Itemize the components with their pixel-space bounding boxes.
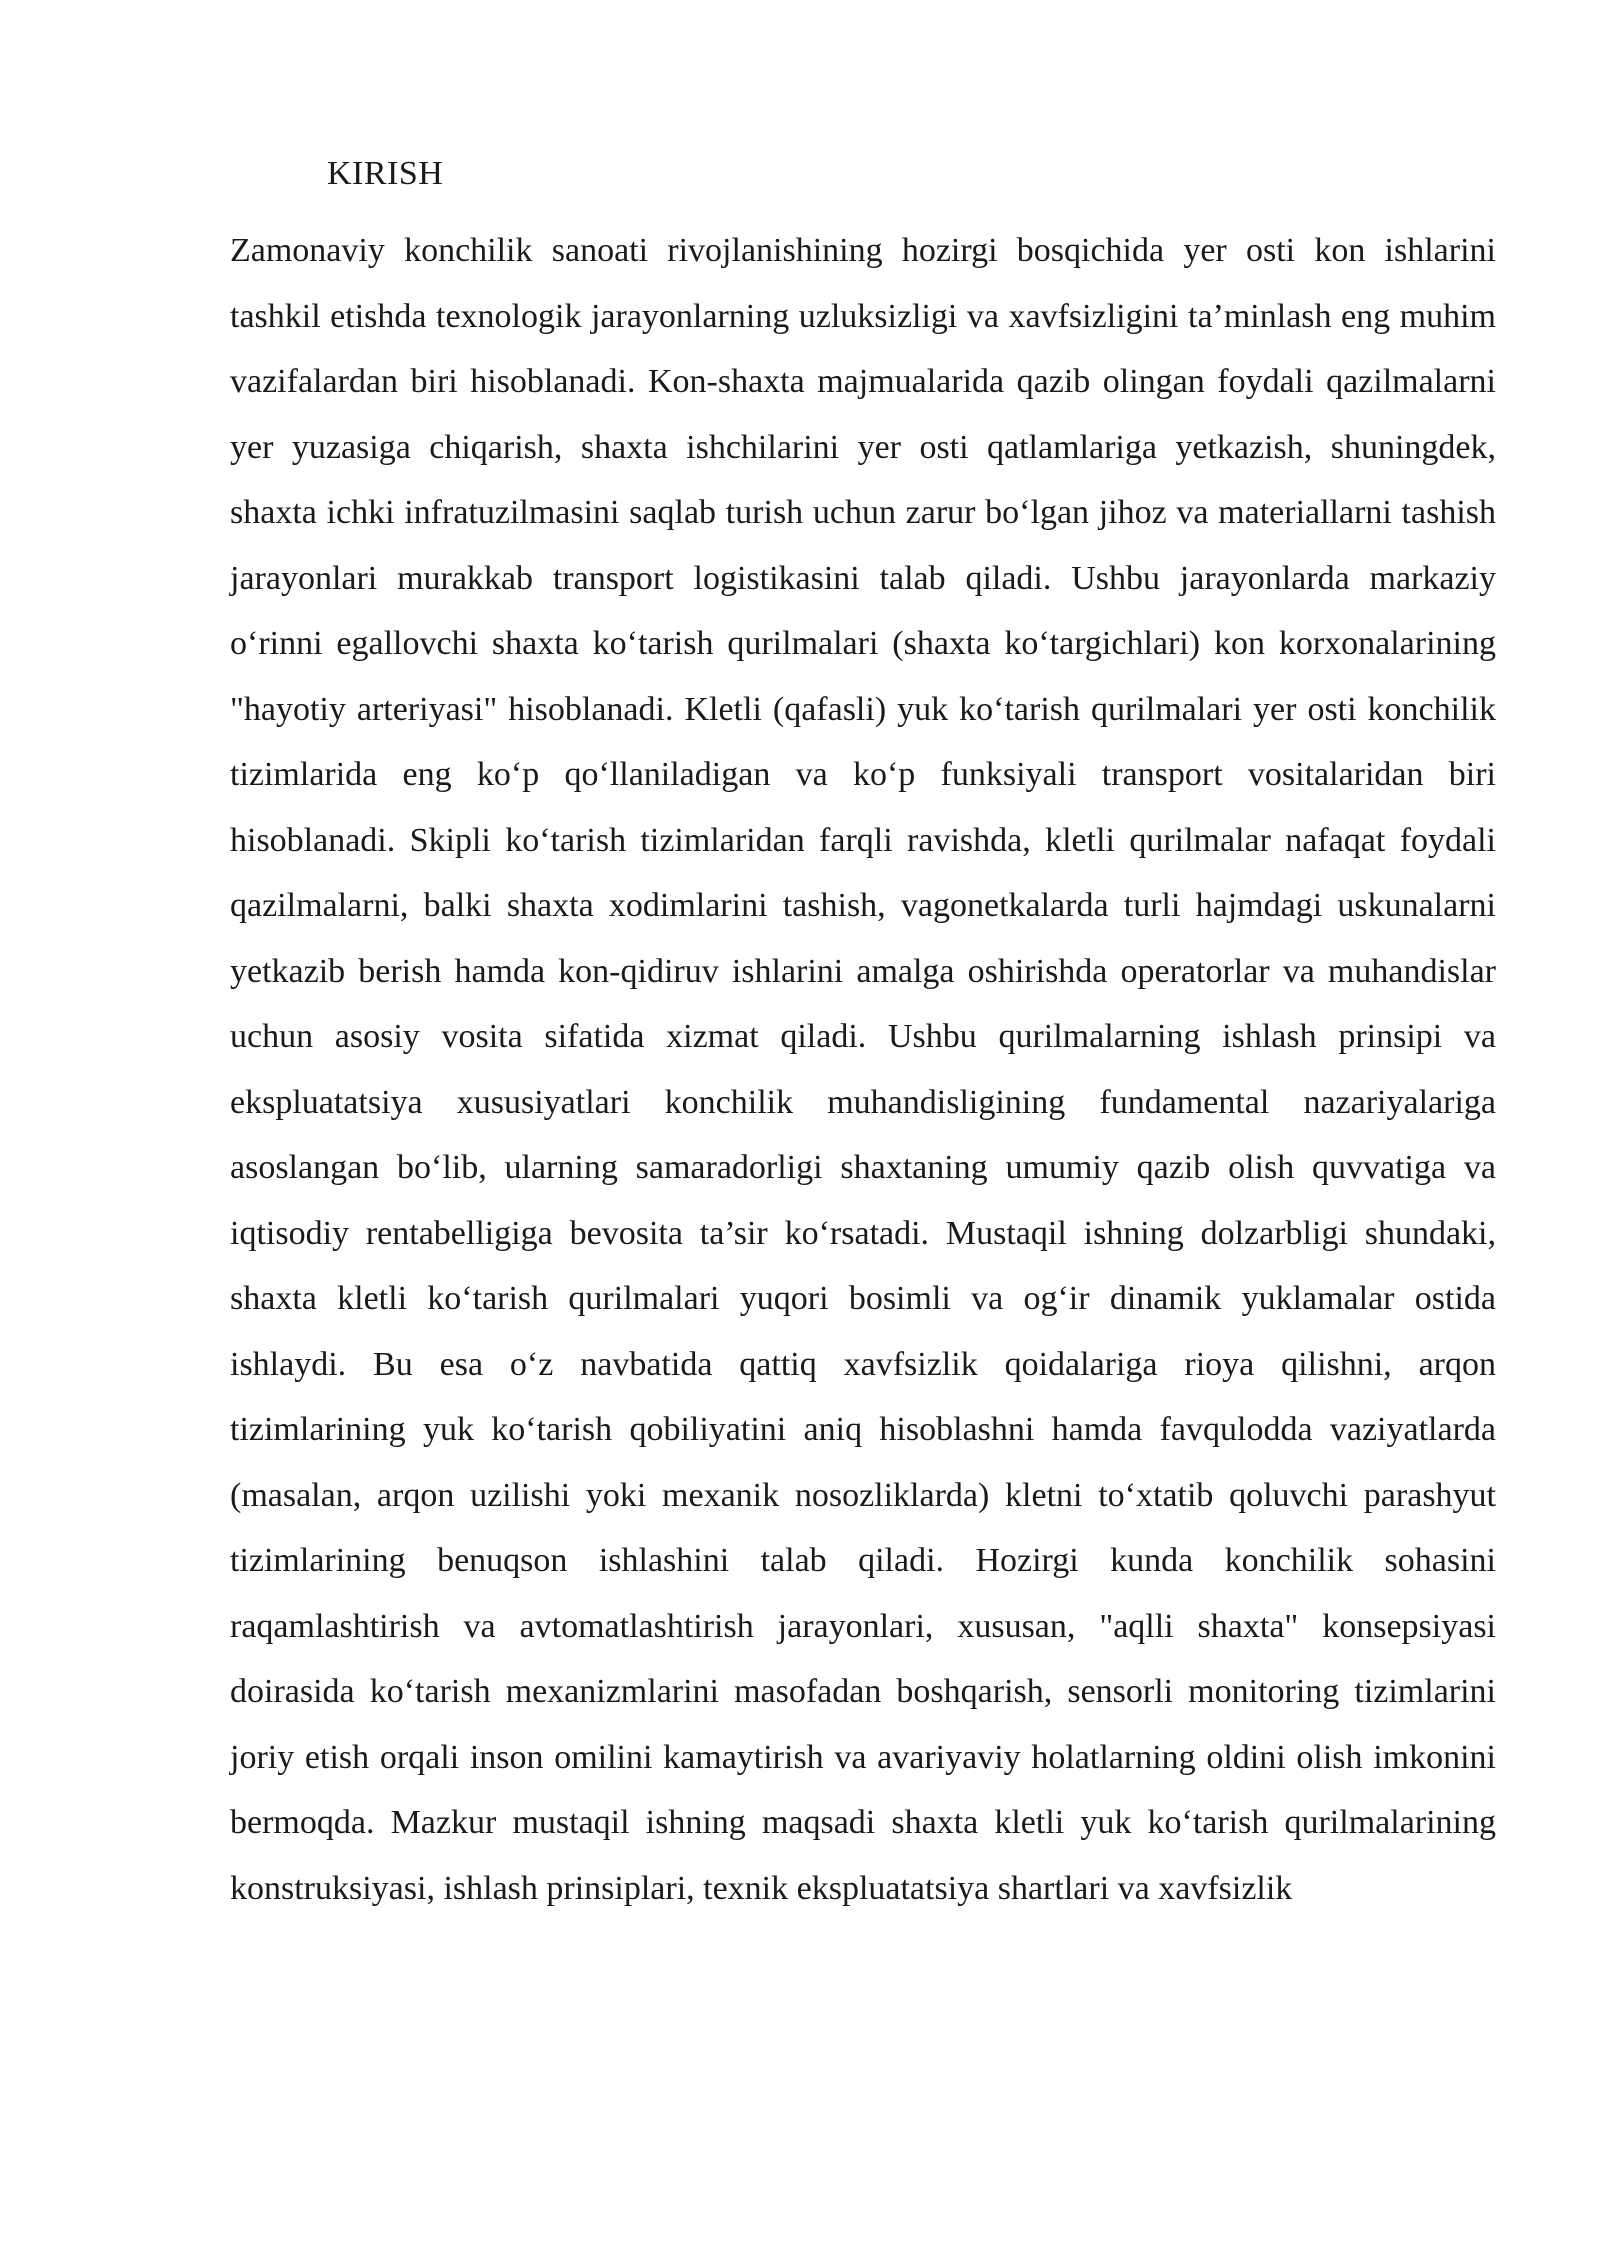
body-paragraph: Zamonaviy konchilik sanoati rivojlanishining hozirgi bosqichida yer osti kon ishlarini tashkil etishda texnologik jarayonlarning uzluksizligi va xavfsizligini ta’minlash eng muhim vazifalardan biri hisoblanadi. Kon-shaxta majmualarida qazib olingan foydali qazilmalarni yer yuzasiga chiqarish, shaxta ishchilarini yer osti qatlamlariga yetkazish, shuningdek, shaxta ichki infratuzilmasini saqlab turish uchun zarur bo‘lgan jihoz va materiallarni tashish jarayonlari murakkab transport logistikasini talab qiladi. Ushbu jarayonlarda markaziy o‘rinni egallovchi shaxta ko‘tarish qurilmalari (shaxta ko‘targichlari) kon korxonalarining "hayotiy arteriyasi" hisoblanadi. Kletli (qafasli) yuk ko‘tarish qurilmalari yer osti konchilik tizimlarida eng ko‘p qo‘llaniladigan va ko‘p funksiyali transport vositalaridan biri hisoblanadi. Skipli ko‘tarish tizimlaridan farqli ravishda, kletli qurilmalar nafaqat foydali qazilmalarni, balki shaxta xodimlarini tashish, vagonetkalarda turli hajmdagi uskunalarni yetkazib berish hamda kon-qidiruv ishlarini amalga oshirishda operatorlar va muhandislar uchun asosiy vosita sifatida xizmat qiladi. Ushbu qurilmalarning ishlash prinsipi va ekspluatatsiya xususiyatlari konchilik muhandisligining fundamental nazariyalariga asoslangan bo‘lib, ularning samaradorligi shaxtaning umumiy qazib olish quvvatiga va iqtisodiy rentabelligiga bevosita ta’sir ko‘rsatadi. Mustaqil ishning dolzarbligi shundaki, shaxta kletli ko‘tarish qurilmalari yuqori bosimli va og‘ir dinamik yuklamalar ostida ishlaydi. Bu esa o‘z navbatida qattiq xavfsizlik qoidalariga rioya qilishni, arqon tizimlarining yuk ko‘tarish qobiliyatini aniq hisoblashni hamda favqulodda vaziyatlarda (masalan, arqon uzilishi yoki mexanik nosozliklarda) kletni to‘xtatib qoluvchi parashyut tizimlarining benuqson ishlashini talab qiladi. Hozirgi kunda konchilik sohasini raqamlashtirish va avtomatlashtirish jarayonlari, xususan, "aqlli shaxta" konsepsiyasi doirasida ko‘tarish mexanizmlarini masofadan boshqarish, sensorli monitoring tizimlarini joriy etish orqali inson omilini kamaytirish va avariyaviy holatlarning oldini olish imkonini bermoqda. Mazkur mustaqil ishning maqsadi shaxta kletli yuk ko‘tarish qurilmalarining konstruksiyasi, ishlash prinsiplari, texnik ekspluatatsiya shartlari va xavfsizlik	[230, 232, 1496, 1907]
section-heading: KIRISH	[327, 155, 444, 192]
